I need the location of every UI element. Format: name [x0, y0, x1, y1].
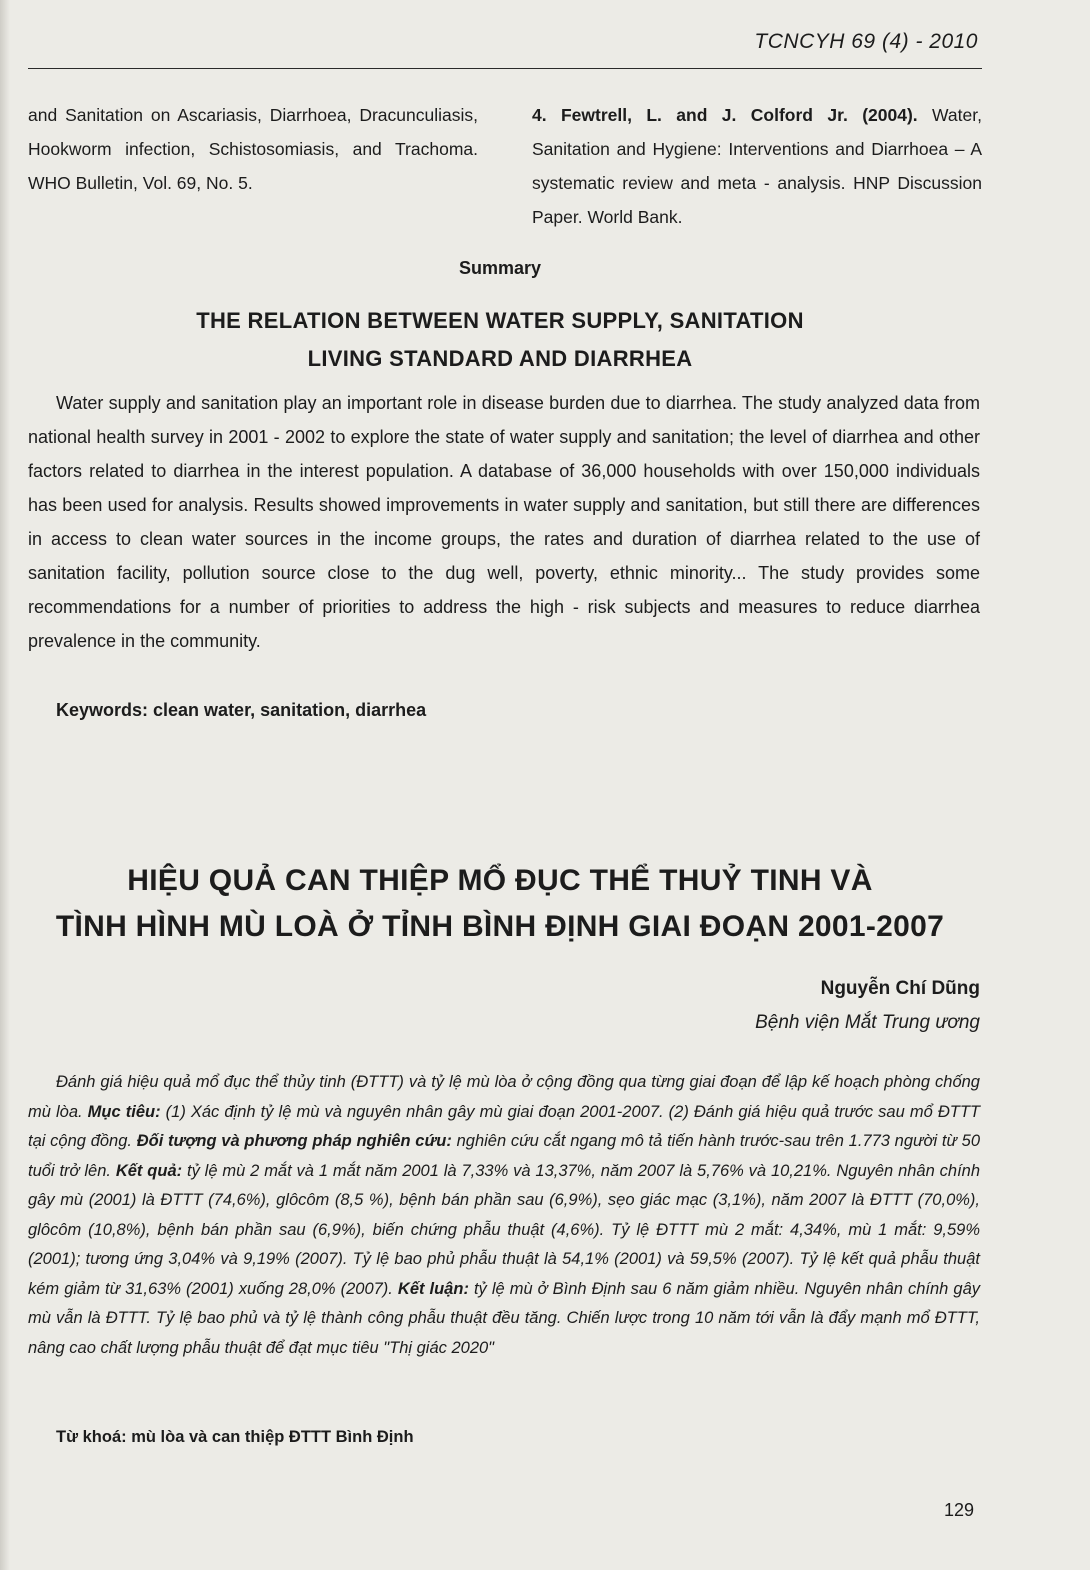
- english-keywords: Keywords: clean water, sanitation, diarrhea: [56, 700, 427, 720]
- references-section: [28, 98, 982, 234]
- abstract-objective: (1) Xác định tỷ lệ mù và nguyên nhân gây mù giai đoạn 2001-2007. (2) Đánh giá hiệu quả trước sau mổ ĐTTT tại cộng đồng.: [28, 1102, 980, 1150]
- page-number: 129: [943, 1500, 974, 1520]
- reference-left-column: and Sanitation on Ascariasis, Diarrhoea, Dracunculiasis, Hookworm infection, Schistosomiasis, and Trachoma. WHO Bulletin, Vol. 69, No. 5.: [28, 105, 478, 193]
- summary-label: Summary: [458, 258, 542, 278]
- english-title: [0, 302, 1000, 378]
- reference-4-text: Water, Sanitation and Hygiene: Interventions and Diarrhoea – A systematic review and meta - analysis. HNP Discussion Paper. World Bank.: [532, 105, 982, 227]
- english-abstract: Water supply and sanitation play an important role in disease burden due to diarrhea. The study analyzed data from national health survey in 2001 - 2002 to explore the state of water supply and sanitation; the level of diarrhea and other factors related to diarrhea in the interest population. A database of 36,000 households with over 150,000 individuals has been used for analysis. Results showed improvements in water supply and sanitation, but still there are differences in access to clean water sources in the income groups, the rates and duration of diarrhea related to the use of sanitation facility, pollution source close to the dug well, poverty, ethnic minority... The study provides some recommendations for a number of priorities to address the high - risk subjects and measures to reduce diarrhea prevalence in the community.: [28, 393, 980, 651]
- abstract-conclusion: tỷ lệ mù ở Bình Định sau 6 năm giảm nhiều. Nguyên nhân chính gây mù vẫn là ĐTTT. Tỷ lệ bao phủ và tỷ lệ thành công phẫu thuật đều tăng. Chiến lược trong 10 năm tới vẫn là đẩy mạnh mổ ĐTTT, nâng cao chất lượng phẫu thuật để đạt mục tiêu "Thị giác 2020": [28, 1279, 980, 1357]
- reference-right-column: [532, 98, 982, 234]
- reference-4-citation: 4. Fewtrell, L. and J. Colford Jr. (2004).: [532, 105, 918, 125]
- vietnamese-title: [0, 858, 1000, 950]
- abstract-methods-label: Đối tượng và phương pháp nghiên cứu:: [136, 1132, 452, 1150]
- journal-header: TCNCYH 69 (4) - 2010: [754, 30, 978, 53]
- english-title-line-1: THE RELATION BETWEEN WATER SUPPLY, SANITATION: [196, 308, 804, 333]
- vietnamese-abstract: [28, 1068, 980, 1363]
- abstract-intro: Đánh giá hiệu quả mổ đục thể thủy tinh (ĐTTT) và tỷ lệ mù lòa ở cộng đồng qua từng giai đoạn để lập kế hoạch phòng chống mù lòa.: [28, 1073, 980, 1121]
- abstract-methods: nghiên cứu cắt ngang mô tả tiến hành trước-sau trên 1.773 người từ 50 tuổi trở lên.: [28, 1132, 981, 1180]
- abstract-results: tỷ lệ mù 2 mắt và 1 mắt năm 2001 là 7,33% và 13,37%, năm 2007 là 5,76% và 10,21%. Nguyên nhân chính gây mù (2001) là ĐTTT (74,6%), glôcôm (8,5 %), bệnh bán phần sau (6,9%), sẹo giác mạc (3,1%), năm 2007 là ĐTTT (70,0%), glôcôm (10,8%), bệnh bán phần sau (6,9%), biến chứng phẫu thuật (4,6%). Tỷ lệ ĐTTT mù 2 mắt: 4,34%, mù 1 mắt: 9,59% (2001); tương ứng 3,04% và 9,19% (2007). Tỷ lệ bao phủ phẫu thuật là 54,1% (2001) và 59,5% (2007). Tỷ lệ kết quả phẫu thuật kém giảm từ 31,63% (2001) xuống 28,0% (2007).: [28, 1161, 981, 1298]
- abstract-conclusion-label: Kết luận:: [397, 1279, 469, 1298]
- author-affiliation: Bệnh viện Mắt Trung ương: [755, 1012, 980, 1033]
- abstract-results-label: Kết quả:: [115, 1161, 183, 1180]
- author-block: [755, 972, 980, 1040]
- page-edge-shadow: [0, 0, 10, 1570]
- author-name: Nguyễn Chí Dũng: [820, 978, 980, 999]
- header-rule: [28, 68, 982, 69]
- english-title-line-2: LIVING STANDARD AND DIARRHEA: [307, 346, 693, 371]
- abstract-objective-label: Mục tiêu:: [87, 1102, 161, 1121]
- vietnamese-title-line-1: HIỆU QUẢ CAN THIỆP MỔ ĐỤC THỂ THUỶ TINH VÀ: [127, 864, 873, 897]
- vietnamese-title-line-2: TÌNH HÌNH MÙ LOÀ Ở TỈNH BÌNH ĐỊNH GIAI ĐOẠN 2001-2007: [55, 910, 945, 943]
- vietnamese-keywords: Từ khoá: mù lòa và can thiệp ĐTTT Bình Định: [56, 1428, 414, 1446]
